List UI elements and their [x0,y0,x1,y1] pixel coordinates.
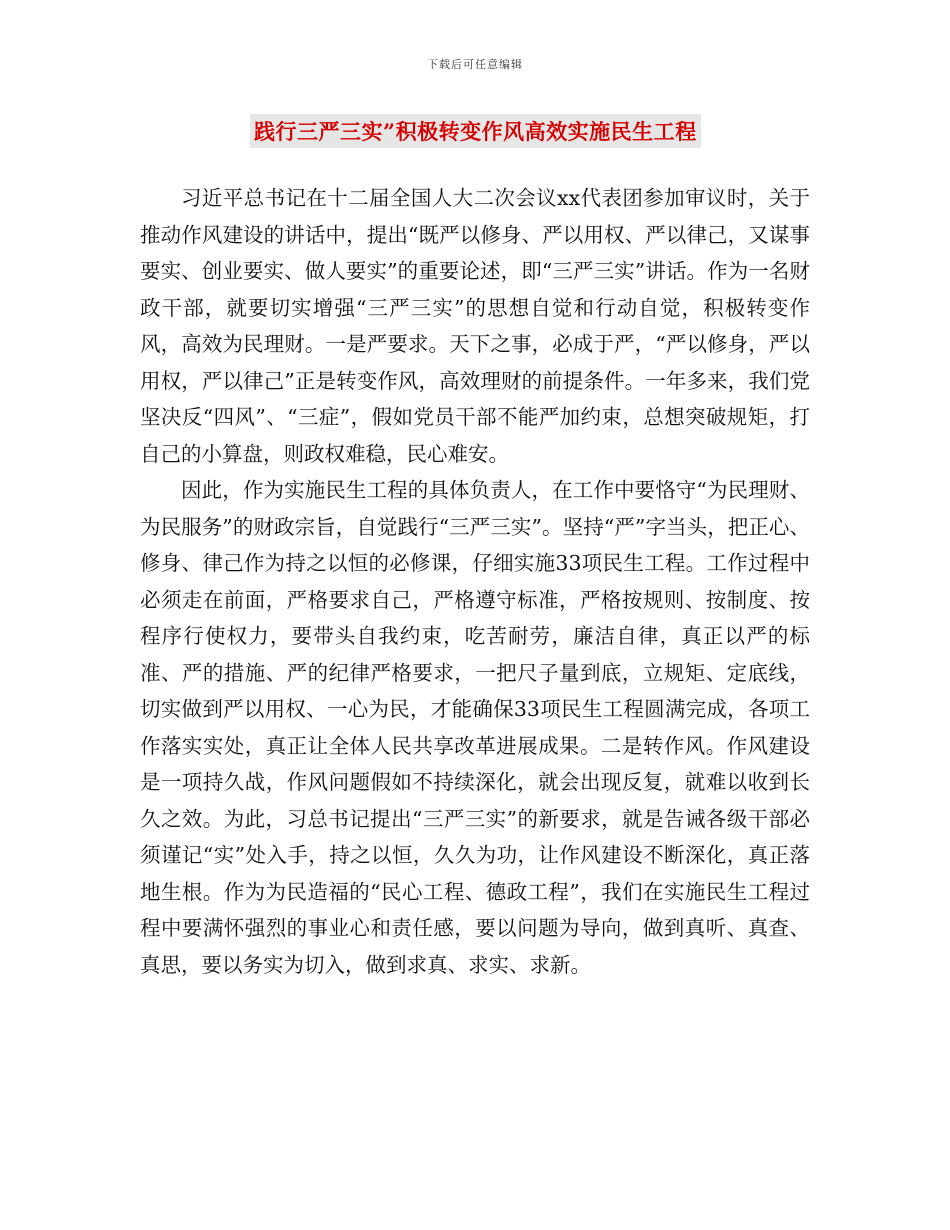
paragraph-2: 因此，作为实施民生工程的具体负责人，在工作中要恪守“为民理财、为民服务”的财政宗旨，自觉践行“三严三实”。坚持“严”字当头，把正心、修身、律己作为持之以恒的必修课，仔细实施33项民生工程。工作过程中必须走在前面，严格要求自己，严格遵守标准，严格按规则、按制度、按程序行使权力，要带头自我约束，吃苦耐劳，廉洁自律，真正以严的标准、严的措施、严的纪律严格要求，一把尺子量到底，立规矩、定底线，切实做到严以用权、一心为民，才能确保33项民生工程圆满完成，各项工作落实实处，真正让全体人民共享改革进展成果。二是转作风。作风建设是一项持久战，作风问题假如不持续深化，就会出现反复，就难以收到长久之效。为此，习总书记提出“三严三实”的新要求，就是告诫各级干部必须谨记“实”处入手，持之以恒，久久为功，让作风建设不断深化，真正落地生根。作为为民造福的“民心工程、德政工程”，我们在实施民生工程过程中要满怀强烈的事业心和责任感，要以问题为导向，做到真听、真查、真思，要以务实为切入，做到求真、求实、求新。 [140,478,810,977]
document-body [140,180,810,983]
document-title: 践行三严三实”积极转变作风高效实施民生工程 [250,114,701,148]
header-note: 下载后可任意编辑 [427,58,523,71]
paragraph-1: 习近平总书记在十二届全国人大二次会议xx代表团参加审议时，关于推动作风建设的讲话中，提出“既严以修身、严以用权、严以律己，又谋事要实、创业要实、做人要实”的重要论述，即“三严三实”讲话。作为一名财政干部，就要切实增强“三严三实”的思想自觉和行动自觉，积极转变作风，高效为民理财。一是严要求。天下之事，必成于严，“严以修身，严以用权，严以律己”正是转变作风，高效理财的前提条件。一年多来，我们党坚决反“四风”、“三症”，假如党员干部不能严加约束，总想突破规矩，打自己的小算盘，则政权难稳，民心难安。 [140,186,810,466]
